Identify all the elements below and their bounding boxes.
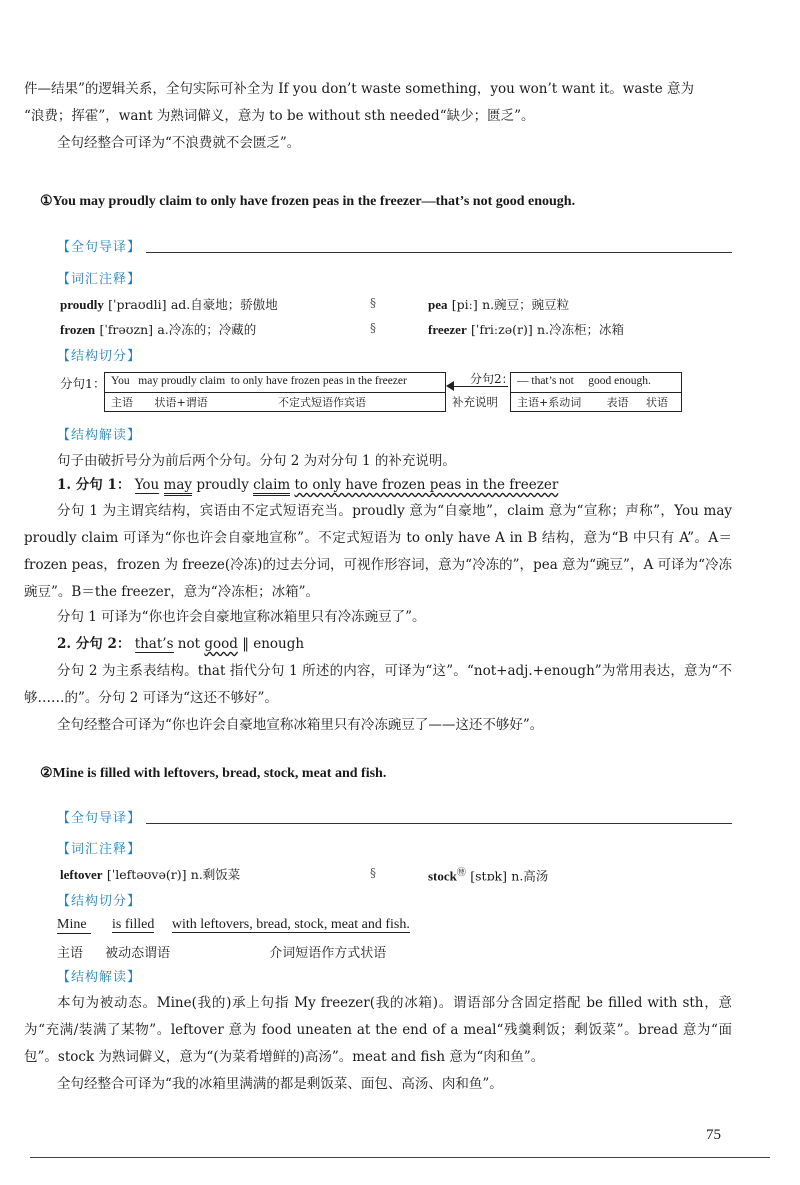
clause2-role-adverbial: 状语 — [646, 396, 668, 409]
analysis-1-p4: 全句经整合可译为“你也许会自豪地宣称冰箱里只有冷冻豌豆了——这还不够好”。 — [57, 717, 544, 733]
vocab-separator: § — [370, 296, 376, 310]
struct-2-roles: 主语 被动态谓语 介词短语作方式状语 — [57, 946, 387, 961]
clause2-box — [510, 372, 682, 412]
intro-line-3: 全句经整合可译为“不浪费就不会匮乏”。 — [57, 135, 301, 151]
analysis-1-p1: 分句 1 为主谓宾结构，宾语由不定式短语充当。proudly 意为“自豪地”，claim 意为“宣称；声称”，You may proudly claim 可译为“你也许会自豪地宣称”。不定式短语为 to only have A in B 结构，意为“B 中只有 A”。A＝frozen peas，frozen 为 freeze(冷冻)的过去分词，可视作形容词，意为“冷冻的”，pea 意为“豌豆”，A 可译为“冷冻豌豆”。B＝the freezer，意为“冷冻柜；冰箱”。 — [24, 503, 732, 600]
clause2-role-subject-verb: 主语+系动词 — [517, 396, 582, 409]
clause2-predicative: good — [588, 375, 612, 387]
analysis-1-intro: 句子由破折号分为前后两个分句。分句 2 为对分句 1 的补充说明。 — [57, 453, 456, 469]
clause1-label: 分句1： — [60, 376, 106, 391]
sentence-2: ②Mine is filled with leftovers, bread, stock, meat and fish. — [40, 766, 387, 781]
tag-struct-2: 【结构切分】 — [57, 894, 142, 909]
clause1-role-object: 不定式短语作宾语 — [278, 396, 366, 409]
clause2-subject-verb: — that’s not — [517, 375, 574, 387]
vocab-stock: stock㊕ [stɒk] n.高汤 — [428, 868, 549, 884]
clause1-box — [104, 372, 446, 412]
tag-analysis-1: 【结构解读】 — [57, 428, 142, 443]
intro-line-1: 件—结果”的逻辑关系，全句实际可补全为 If you don’t waste something，you won’t want it。waste 意为 — [24, 81, 695, 97]
tag-analysis-2: 【结构解读】 — [57, 970, 142, 985]
analysis-2-p1: 本句为被动态。Mine(我的)承上句指 My freezer(我的冰箱)。谓语部分含固定搭配 be filled with sth，意为“充满/装满了某物”。leftover 意为 food uneaten at the end of a meal“残羹剩饭；剩饭菜”。bread 意为“面包”。stock 为熟词僻义，意为“(为菜肴增鲜的)高汤”。meat and fish 意为“肉和鱼”。 — [24, 995, 732, 1065]
vocab-leftover: leftover [ˈleftəʊvə(r)] n.剩饭菜 — [60, 867, 241, 882]
arrow-label: 补充说明 — [452, 395, 498, 409]
clause1-predicate: may proudly claim — [138, 375, 226, 387]
vocab-frozen: frozen [ˈfrəʊzn] a.冷冻的；冷藏的 — [60, 322, 257, 337]
analysis-2-p2: 全句经整合可译为“我的冰箱里满满的都是剩饭菜、面包、高汤、肉和鱼”。 — [57, 1076, 503, 1092]
clause2-role-predicative: 表语 — [606, 396, 629, 409]
vocab-separator: § — [370, 321, 376, 335]
clause2-label: 分句2： — [470, 372, 514, 386]
vocab-proudly: proudly [ˈpraʊdli] ad.自豪地；骄傲地 — [60, 297, 278, 312]
special-mark-icon: ㊕ — [456, 868, 466, 878]
intro-line-2: “浪费；挥霍”，want 为熟词僻义，意为 to be without sth needed“缺少；匮乏”。 — [24, 108, 535, 124]
vocab-separator: § — [370, 866, 376, 880]
analysis-1-p3: 分句 2 为主系表结构。that 指代分句 1 所述的内容，可译为“这”。“not+adj.+enough”为常用表达，意为“不够……的”。分句 2 可译为“这还不够好”。 — [24, 663, 732, 706]
translate-blank-1 — [146, 252, 732, 253]
tag-translate-1: 【全句导译】 — [57, 240, 142, 255]
tag-vocab-2: 【词汇注释】 — [57, 842, 142, 857]
vocab-pea: pea [piː] n.豌豆；豌豆粒 — [428, 297, 570, 312]
struct-2-text: Mine is filled with leftovers, bread, stock, meat and fish. — [57, 917, 410, 932]
clause1-role-subject: 主语 — [111, 396, 133, 409]
heading-clause-2: 2. 分句 2： that’s not good ‖ enough — [57, 636, 305, 652]
clause1-object: to only have frozen peas in the freezer — [230, 375, 407, 387]
heading-clause-1: 1. 分句 1： You may proudly claim to only have frozen peas in the freezer — [57, 475, 558, 495]
clause1-role-predicate: 状语+谓语 — [154, 396, 208, 409]
vocab-freezer: freezer [ˈfriːzə(r)] n.冷冻柜；冰箱 — [428, 322, 625, 337]
analysis-1-p2: 分句 1 可译为“你也许会自豪地宣称冰箱里只有冷冻豌豆了”。 — [57, 609, 426, 625]
clause1-subject: You — [111, 375, 130, 387]
translate-blank-2 — [146, 823, 732, 824]
arrow-head-icon — [446, 381, 454, 391]
clause2-adverbial: enough. — [614, 375, 651, 387]
footer-rule — [30, 1157, 770, 1158]
sentence-1: ①You may proudly claim to only have frozen peas in the freezer—that’s not good enough. — [40, 194, 576, 209]
tag-translate-2: 【全句导译】 — [57, 811, 142, 826]
tag-vocab-1: 【词汇注释】 — [57, 272, 142, 287]
page-number: 75 — [706, 1127, 721, 1143]
tag-struct-1: 【结构切分】 — [57, 349, 142, 364]
